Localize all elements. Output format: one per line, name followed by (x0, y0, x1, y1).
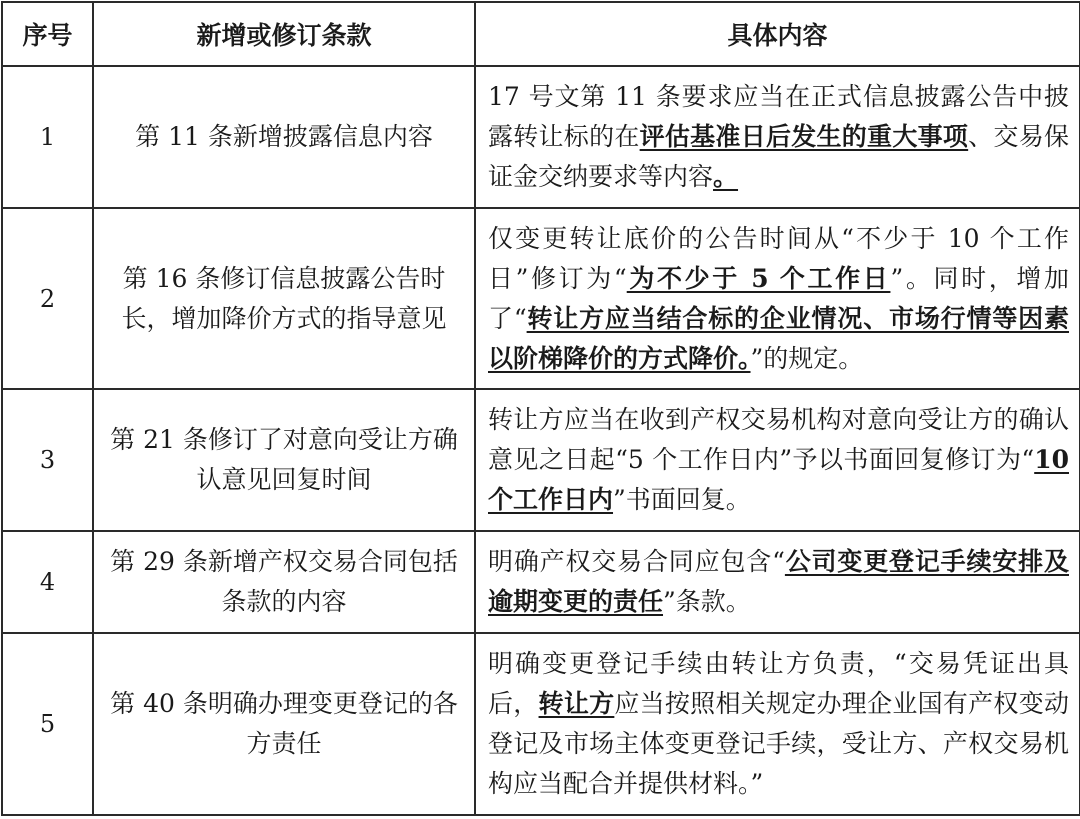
row-index: 5 (2, 633, 93, 815)
content-segment: 17 号文第 11 条要求应当在正式信息披露公告中披露转让标的在 (488, 82, 1069, 151)
content-emphasis: 公司变更登记手续安排及逾期变更的责任 (488, 547, 1069, 616)
row-content (475, 66, 1080, 208)
content-emphasis: 。 (713, 162, 739, 191)
content-emphasis: 转让方应当结合标的企业情况、市场行情等因素以阶梯降价的方式降价。 (488, 303, 1069, 373)
table-header-row (2, 2, 1080, 66)
row-clause: 第 40 条明确办理变更登记的各方责任 (93, 633, 475, 815)
content-segment: 明确变更登记手续由转让方负责，“交易凭证出具后， (488, 649, 1069, 718)
content-segment: 仅变更转让底价的公告时间从“不少于 10 个工作日”修订为“ (488, 223, 1069, 293)
row-content (475, 531, 1080, 633)
content-segment: 、交易保证金交纳要求等内容 (488, 122, 1069, 191)
content-emphasis: 评估基准日后发生的重大事项 (639, 122, 969, 151)
content-segment: 明确产权交易合同应包含“ (488, 547, 785, 576)
row-index: 4 (2, 531, 93, 633)
header-index: 序号 (2, 2, 93, 66)
row-content (475, 208, 1080, 389)
content-segment: ”的规定。 (750, 343, 864, 373)
row-clause: 第 16 条修订信息披露公告时长，增加降价方式的指导意见 (93, 208, 475, 389)
table-row (2, 208, 1080, 389)
amendment-table (1, 1, 1080, 816)
content-segment: ”。同时，增加了“ (488, 263, 1069, 333)
content-segment: 应当按照相关规定办理企业国有产权变动登记及市场主体变更登记手续，受让方、产权交易机构应当配合并提供材料。” (488, 689, 1069, 798)
table-row (2, 531, 1080, 633)
content-emphasis: 转让方 (538, 689, 615, 718)
content-emphasis: 10 个工作日内 (488, 445, 1069, 514)
row-index: 3 (2, 389, 93, 531)
row-content (475, 389, 1080, 531)
content-segment: ”条款。 (663, 587, 751, 616)
content-segment: 转让方应当在收到产权交易机构对意向受让方的确认意见之日起“5 个工作日内”予以书面回复修订为“ (488, 405, 1069, 474)
row-clause: 第 11 条新增披露信息内容 (93, 66, 475, 208)
content-segment: ”书面回复。 (613, 485, 751, 514)
header-content: 具体内容 (475, 2, 1080, 66)
row-content (475, 633, 1080, 815)
content-emphasis: 为不少于 5 个工作日 (626, 263, 891, 293)
row-clause: 第 21 条修订了对意向受让方确认意见回复时间 (93, 389, 475, 531)
row-index: 2 (2, 208, 93, 389)
row-index: 1 (2, 66, 93, 208)
header-clause: 新增或修订条款 (93, 2, 475, 66)
table-row (2, 633, 1080, 815)
table-row (2, 389, 1080, 531)
row-clause: 第 29 条新增产权交易合同包括条款的内容 (93, 531, 475, 633)
table-row (2, 66, 1080, 208)
